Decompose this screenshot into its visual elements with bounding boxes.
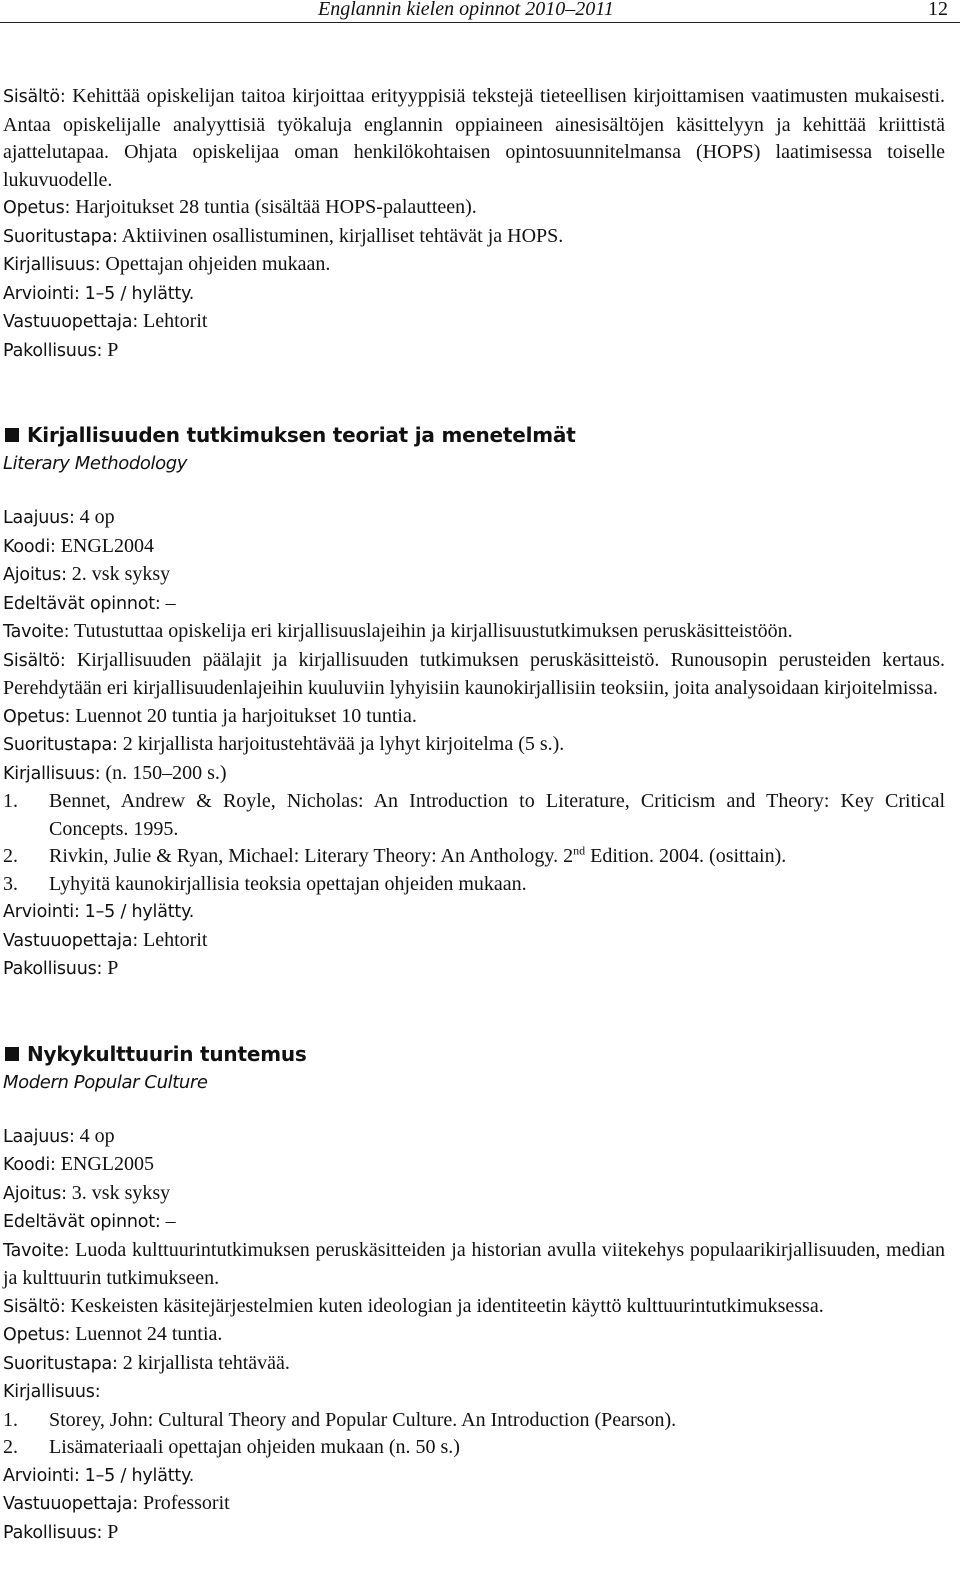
field-label: Koodi: bbox=[3, 1155, 56, 1175]
course-heading bbox=[3, 420, 945, 450]
field-value: P bbox=[107, 1520, 119, 1543]
field-label: Kirjallisuus: bbox=[3, 255, 101, 275]
list-number: 2. bbox=[3, 845, 18, 867]
field-label: Suoritustapa: bbox=[3, 1353, 118, 1374]
course-title: Nykykulttuurin tuntemus bbox=[27, 1041, 307, 1066]
field-label: Arviointi: bbox=[3, 1465, 80, 1486]
c2-koodi bbox=[3, 1151, 945, 1180]
c1-pakollisuus bbox=[3, 955, 945, 984]
c1-edeltavat bbox=[3, 590, 945, 619]
list-text-main: Rivkin, Julie & Ryan, Michael: Literary Theory: An Anthology. 2 bbox=[49, 845, 574, 867]
field-label: Edeltävät opinnot: bbox=[3, 1212, 161, 1232]
c1-arviointi bbox=[3, 898, 945, 927]
bullet-square-icon bbox=[5, 1047, 19, 1061]
superscript: nd bbox=[573, 843, 586, 858]
c1-sisalto bbox=[3, 647, 945, 703]
field-label: Sisältö: bbox=[3, 650, 66, 671]
field-label: Pakollisuus: bbox=[3, 959, 103, 979]
field-value: Luennot 20 tuntia ja harjoitukset 10 tuntia. bbox=[75, 704, 417, 727]
intro-opetus bbox=[3, 194, 945, 223]
c1-koodi bbox=[3, 533, 945, 562]
c2-edeltavat bbox=[3, 1208, 945, 1237]
field-label: Vastuuopettaja: bbox=[3, 312, 139, 332]
field-value: 1–5 / hylätty. bbox=[84, 902, 195, 922]
document-title: Englannin kielen opinnot 2010–2011 bbox=[318, 0, 614, 20]
intro-arviointi bbox=[3, 280, 945, 309]
field-value: 2 kirjallista harjoitustehtävää ja lyhyt kirjoitelma (5 s.). bbox=[122, 733, 565, 755]
field-value: 2 kirjallista tehtävää. bbox=[122, 1351, 290, 1374]
field-value: P bbox=[107, 957, 119, 979]
field-label: Sisältö: bbox=[3, 87, 66, 107]
field-label: Tavoite: bbox=[3, 1240, 70, 1261]
field-label: Arviointi: bbox=[3, 902, 80, 922]
field-value: ENGL2005 bbox=[60, 1153, 155, 1175]
c1-opetus bbox=[3, 703, 945, 732]
c2-pakollisuus bbox=[3, 1519, 945, 1548]
list-number: 1. bbox=[3, 790, 18, 812]
field-value: Aktiivinen osallistuminen, kirjalliset tehtävät ja HOPS. bbox=[121, 224, 564, 247]
field-label: Vastuuopettaja: bbox=[3, 930, 139, 951]
course-title: Kirjallisuuden tutkimuksen teoriat ja menetelmät bbox=[27, 423, 576, 447]
c2-opetus bbox=[3, 1321, 945, 1350]
c1-laajuus bbox=[3, 504, 945, 533]
field-label: Laajuus: bbox=[3, 1126, 75, 1147]
field-label: Opetus: bbox=[3, 1325, 71, 1345]
c1-literature-list bbox=[3, 788, 945, 898]
field-value: Kirjallisuuden päälajit ja kirjallisuuden tutkimuksen peruskäsitteistö. Runousopin perusteiden kertaus. Perehdytään eri kirjallisuudenlajeihin kuuluviin lyhyisiin kaunokirjallisiin teoksiin, joita analysoidaan kirjoitelmissa. bbox=[3, 648, 945, 699]
page-content bbox=[3, 83, 945, 1547]
list-item bbox=[3, 1434, 945, 1462]
bullet-square-icon bbox=[5, 428, 19, 442]
list-text bbox=[49, 843, 945, 871]
field-value: Luennot 24 tuntia. bbox=[75, 1323, 223, 1345]
field-value: Tutustuttaa opiskelija eri kirjallisuuslajeihin ja kirjallisuustutkimuksen peruskäsitteistöön. bbox=[74, 620, 793, 642]
field-value: Lehtorit bbox=[143, 310, 208, 332]
field-label: Kirjallisuus: bbox=[3, 1382, 101, 1402]
field-label: Pakollisuus: bbox=[3, 1522, 103, 1543]
c2-literature-list bbox=[3, 1407, 945, 1462]
c2-arviointi bbox=[3, 1462, 945, 1491]
intro-sisalto bbox=[3, 83, 945, 194]
c2-tavoite bbox=[3, 1237, 945, 1293]
intro-pakollisuus bbox=[3, 337, 945, 366]
c2-suoritustapa bbox=[3, 1350, 945, 1379]
field-value: 4 op bbox=[79, 1124, 115, 1147]
c1-suoritustapa bbox=[3, 731, 945, 760]
field-label: Opetus: bbox=[3, 706, 71, 727]
field-label: Pakollisuus: bbox=[3, 340, 103, 361]
list-item bbox=[3, 1407, 945, 1435]
course-subtitle: Literary Methodology bbox=[3, 453, 187, 474]
c2-laajuus bbox=[3, 1123, 945, 1152]
field-value: – bbox=[165, 1210, 176, 1232]
field-value: 1–5 / hylätty. bbox=[84, 283, 195, 304]
field-value: Harjoitukset 28 tuntia (sisältää HOPS-palautteen). bbox=[75, 196, 477, 218]
field-label: Opetus: bbox=[3, 198, 71, 218]
list-item bbox=[3, 843, 945, 871]
field-value: Keskeisten käsitejärjestelmien kuten ideologian ja identiteetin käyttö kulttuurintutkimuksessa. bbox=[70, 1294, 824, 1317]
c2-ajoitus bbox=[3, 1180, 945, 1209]
field-value: 3. vsk syksy bbox=[71, 1181, 171, 1204]
field-value: – bbox=[165, 591, 176, 614]
list-number: 1. bbox=[3, 1408, 18, 1431]
field-label: Sisältö: bbox=[3, 1296, 66, 1317]
c2-kirjallisuus bbox=[3, 1378, 945, 1407]
field-label: Laajuus: bbox=[3, 508, 75, 528]
list-number: 2. bbox=[3, 1436, 18, 1458]
field-value: 1–5 / hylätty. bbox=[84, 1465, 195, 1486]
field-value: P bbox=[107, 338, 119, 361]
field-value: Luoda kulttuurintutkimuksen peruskäsitteiden ja historian avulla viitekehys populaarikirjallisuuden, median ja kulttuurin tutkimukseen. bbox=[3, 1238, 946, 1289]
intro-suoritustapa bbox=[3, 223, 945, 252]
intro-kirjallisuus bbox=[3, 251, 945, 280]
c2-vastuuopettaja bbox=[3, 1490, 945, 1519]
field-label: Koodi: bbox=[3, 536, 56, 557]
c1-ajoitus bbox=[3, 561, 945, 590]
list-text: Storey, John: Cultural Theory and Popular Culture. An Introduction (Pearson). bbox=[49, 1408, 677, 1431]
field-label: Suoritustapa: bbox=[3, 226, 118, 247]
field-value: Kehittää opiskelijan taitoa kirjoittaa erityyppisiä tekstejä tieteellisen kirjoittamisen vaatimusten mukaisesti. Antaa opiskelijalle analyyttisiä työkaluja englannin oppiaineen ainesisältöjen käsittelyyn ja kehittää kriittistä ajattelutapaa. Ohjata opiskelijaa oman henkilökohtaisen opintosuunnitelmansa (HOPS) laatimisessa toiselle lukuvuodelle. bbox=[3, 85, 946, 191]
field-value: 4 op bbox=[79, 506, 115, 528]
list-item bbox=[3, 871, 945, 899]
field-value: Lehtorit bbox=[143, 928, 208, 951]
course-heading bbox=[3, 1039, 945, 1069]
list-text-rest: Edition. 2004. (osittain). bbox=[585, 845, 787, 867]
c2-sisalto bbox=[3, 1293, 945, 1322]
field-value: Opettajan ohjeiden mukaan. bbox=[105, 253, 331, 275]
list-item bbox=[3, 788, 945, 843]
field-label: Tavoite: bbox=[3, 622, 70, 642]
list-text: Bennet, Andrew & Royle, Nicholas: An Introduction to Literature, Criticism and Theory: Key Critical Concepts. 1995. bbox=[49, 790, 945, 840]
list-text: Lyhyitä kaunokirjallisia teoksia opettajan ohjeiden mukaan. bbox=[49, 872, 527, 895]
field-value: 2. vsk syksy bbox=[71, 563, 171, 585]
field-label: Kirjallisuus: bbox=[3, 763, 101, 784]
page-header bbox=[0, 0, 960, 23]
intro-vastuuopettaja bbox=[3, 308, 945, 337]
field-value: (n. 150–200 s.) bbox=[105, 761, 227, 784]
c1-tavoite bbox=[3, 618, 945, 647]
c1-vastuuopettaja bbox=[3, 927, 945, 956]
field-label: Ajoitus: bbox=[3, 1183, 67, 1204]
field-label: Ajoitus: bbox=[3, 565, 67, 585]
field-label: Suoritustapa: bbox=[3, 735, 118, 755]
field-label: Arviointi: bbox=[3, 283, 80, 304]
field-value: ENGL2004 bbox=[60, 534, 155, 557]
list-number: 3. bbox=[3, 872, 18, 895]
field-label: Vastuuopettaja: bbox=[3, 1494, 139, 1514]
field-value: Professorit bbox=[143, 1492, 230, 1514]
c1-kirjallisuus bbox=[3, 760, 945, 789]
field-label: Edeltävät opinnot: bbox=[3, 593, 161, 614]
page-number: 12 bbox=[928, 0, 948, 20]
course-subtitle: Modern Popular Culture bbox=[3, 1071, 208, 1093]
list-text: Lisämateriaali opettajan ohjeiden mukaan (n. 50 s.) bbox=[49, 1436, 460, 1458]
